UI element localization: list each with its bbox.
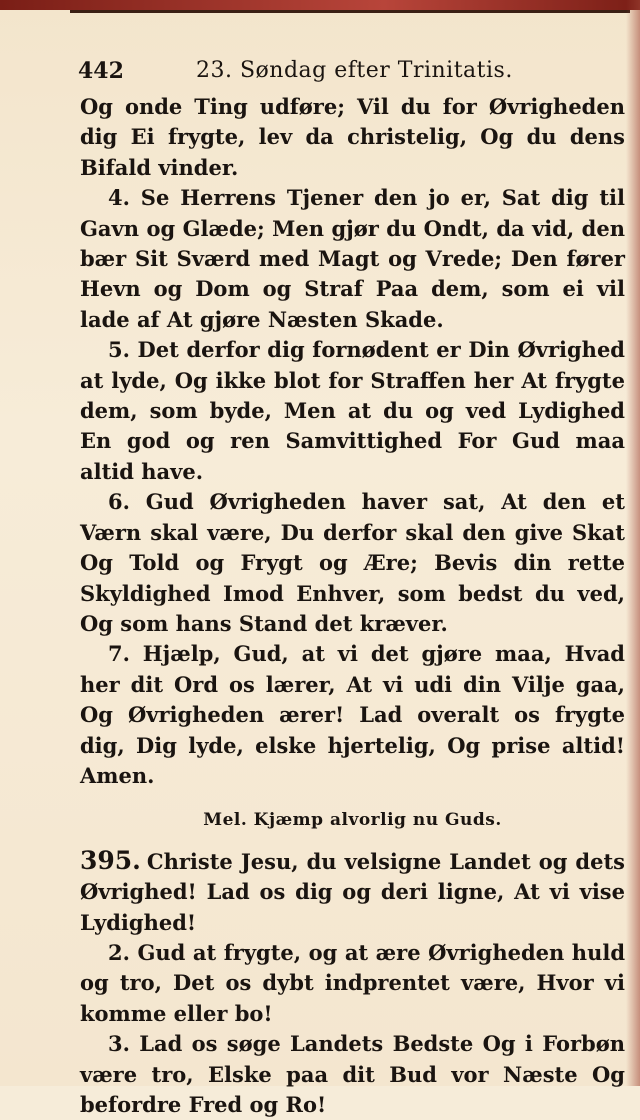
hymn-continuation: Og onde Ting udføre; Vil du for Øvrigheden dig Ei frygte, lev da christelig, Og du dens Bifald vinder. <box>80 94 625 180</box>
verse-6: 6. Gud Øvrigheden haver sat, At den et Værn skal være, Du derfor skal den give Skat Og Told og Frygt og Ære; Bevis din rette Skyldighed Imod Enhver, som bedst du ved, Og som hans Stand det kræver. <box>80 489 625 636</box>
hymn-395-first-verse-text: Christe Jesu, du velsigne Landet og dets Øvrighed! Lad os dig og deri ligne, At vi vise Lydighed! <box>80 848 625 935</box>
page-top-rule <box>70 10 630 13</box>
page-header <box>78 58 598 92</box>
hymn-395-verse-1 <box>80 846 625 938</box>
hymn-number: 395. <box>80 845 141 875</box>
hymn-395-verse-3: 3. Lad os søge Landets Bedste Og i Forbøn være tro, Elske paa dit Bud vor Næste Og befordre Fred og Ro! <box>80 1031 625 1117</box>
page-right-edge <box>626 0 640 1086</box>
hymn-395-verse-2: 2. Gud at frygte, og at ære Øvrigheden huld og tro, Det os dybt indprentet være, Hvor vi komme eller bo! <box>80 939 625 1026</box>
melody-line: Mel. Kjæmp alvorlig nu Guds. <box>203 810 502 831</box>
running-title: 23. Søndag efter Trinitatis. <box>196 58 513 83</box>
page-content <box>80 92 625 1120</box>
verse-7: 7. Hjælp, Gud, at vi det gjøre maa, Hvad her dit Ord os lærer, At vi udi din Vilje gaa, Og Øvrigheden ærer! Lad overalt os frygte dig, Dig lyde, elske hjertelig, Og prise altid! Amen. <box>80 641 625 788</box>
page-number: 442 <box>78 58 124 84</box>
page-top-edge <box>0 0 640 10</box>
verse-5: 5. Det derfor dig fornødent er Din Øvrighed at lyde, Og ikke blot for Straffen her At frygte dem, som byde, Men at du og ved Lydighed En god og ren Samvittighed For Gud maa altid have. <box>80 337 625 484</box>
verse-4: 4. Se Herrens Tjener den jo er, Sat dig til Gavn og Glæde; Men gjør du Ondt, da vid, den bær Sit Sværd med Magt og Vrede; Den fører Hevn og Dom og Straf Paa dem, som ei vil lade af At gjøre Næsten Skade. <box>80 185 625 332</box>
